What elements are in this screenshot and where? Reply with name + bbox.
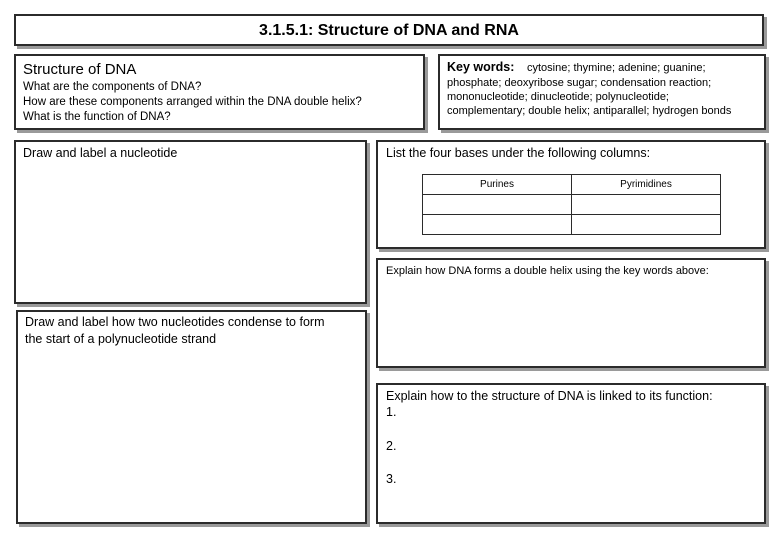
key-words-line-2: phosphate; deoxyribose sugar; condensation reaction;: [447, 77, 712, 89]
key-words-line-3: mononucleotide; dinucleotide; polynucleotide;: [447, 91, 669, 103]
structure-heading: Structure of DNA: [23, 61, 137, 78]
bases-box: [376, 140, 766, 249]
helix-prompt: Explain how DNA forms a double helix using the key words above:: [386, 265, 709, 277]
purine-cell[interactable]: [423, 215, 572, 235]
title-box: [14, 14, 764, 46]
function-prompt: Explain how to the structure of DNA is linked to its function:: [386, 389, 713, 403]
nucleotide-drawing-box[interactable]: [14, 140, 367, 304]
bases-table: [422, 174, 721, 235]
structure-of-dna-box: [14, 54, 425, 130]
page-title: 3.1.5.1: Structure of DNA and RNA: [259, 22, 519, 39]
key-words-line-4: complementary; double helix; antiparallel; hydrogen bonds: [447, 105, 732, 117]
function-item-1: 1.: [386, 405, 397, 419]
key-words-box: [438, 54, 766, 130]
condensation-drawing-box[interactable]: [16, 310, 367, 524]
bases-prompt: List the four bases under the following columns:: [386, 146, 651, 160]
double-helix-box[interactable]: [376, 258, 766, 368]
key-words-label: Key words:: [447, 60, 515, 74]
purine-cell[interactable]: [423, 195, 572, 215]
table-row: [423, 215, 721, 235]
pyrimidine-cell[interactable]: [572, 215, 721, 235]
function-item-2: 2.: [386, 439, 397, 453]
question-1: What are the components of DNA?: [23, 81, 202, 93]
function-item-3: 3.: [386, 472, 397, 486]
function-box[interactable]: [376, 383, 766, 524]
pyrimidine-cell[interactable]: [572, 195, 721, 215]
condense-prompt-line-2: the start of a polynucleotide strand: [25, 332, 217, 346]
key-words-line-1: cytosine; thymine; adenine; guanine;: [527, 62, 706, 74]
purines-header: Purines: [423, 175, 572, 195]
question-3: What is the function of DNA?: [23, 111, 171, 123]
nucleotide-prompt: Draw and label a nucleotide: [23, 146, 178, 160]
condense-prompt-line-1: Draw and label how two nucleotides condense to form: [25, 315, 325, 329]
question-2: How are these components arranged within the DNA double helix?: [23, 96, 362, 108]
pyrimidines-header: Pyrimidines: [572, 175, 721, 195]
table-header-row: [423, 175, 721, 195]
table-row: [423, 195, 721, 215]
